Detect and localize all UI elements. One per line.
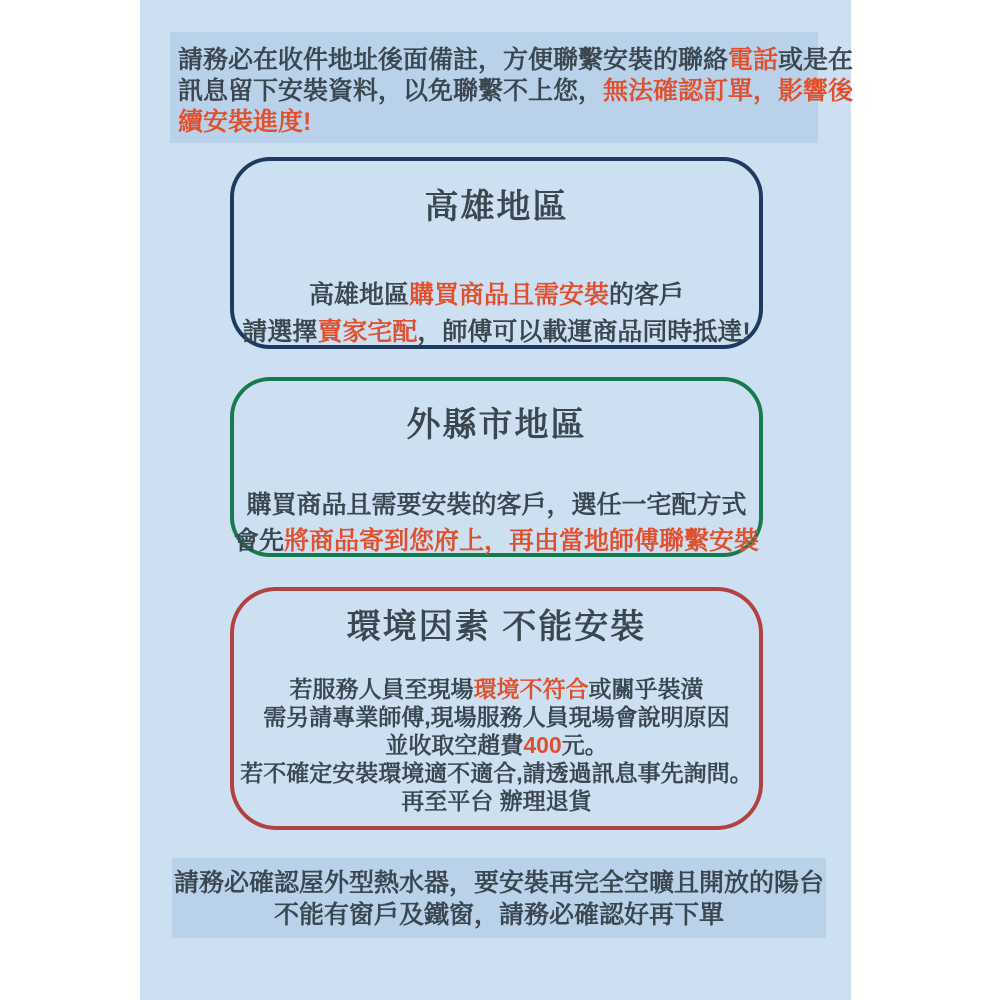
- content-column: [140, 0, 854, 1000]
- kaohsiung-box-body: 高雄地區購買商品且需安裝的客戶 請選擇賣家宅配，師傅可以載運商品同時抵達!: [242, 281, 751, 346]
- region-box-kaohsiung: [230, 157, 763, 349]
- top-notice-panel: [170, 32, 854, 143]
- other-counties-box-body: 購買商品且需要安裝的客戶，選任一宅配方式 會先將商品寄到您府上，再由當地師傅聯繫安裝: [234, 491, 760, 555]
- top-notice-text: 請務必在收件地址後面備註，方便聯繫安裝的聯絡電話或是在 訊息留下安裝資料，以免聯繫不上您，無法確認訂單，影響後 續安裝進度!: [178, 46, 854, 136]
- environment-box-body: 若服務人員至現場環境不符合或關乎裝潢 需另請專業師傅,現場服務人員現場會說明原因 並收取空趙費400元。 若不確定安裝環境適不適合,請透過訊息事先詢問。 再至平台 辦理退貨: [240, 676, 753, 814]
- other-counties-box-title: 外縣市地區: [406, 406, 587, 444]
- bottom-notice-panel: [172, 858, 826, 938]
- environment-box-title: 環境因素 不能安裝: [346, 608, 647, 646]
- environment-restriction-box: [230, 587, 763, 830]
- region-box-other-counties: [230, 377, 763, 557]
- kaohsiung-box-title: 高雄地區: [424, 188, 569, 226]
- bottom-notice-text: 請務必確認屋外型熱水器，要安裝再完全空曠且開放的陽台 不能有窗戶及鐵窗，請務必確認好再下單: [173, 869, 824, 929]
